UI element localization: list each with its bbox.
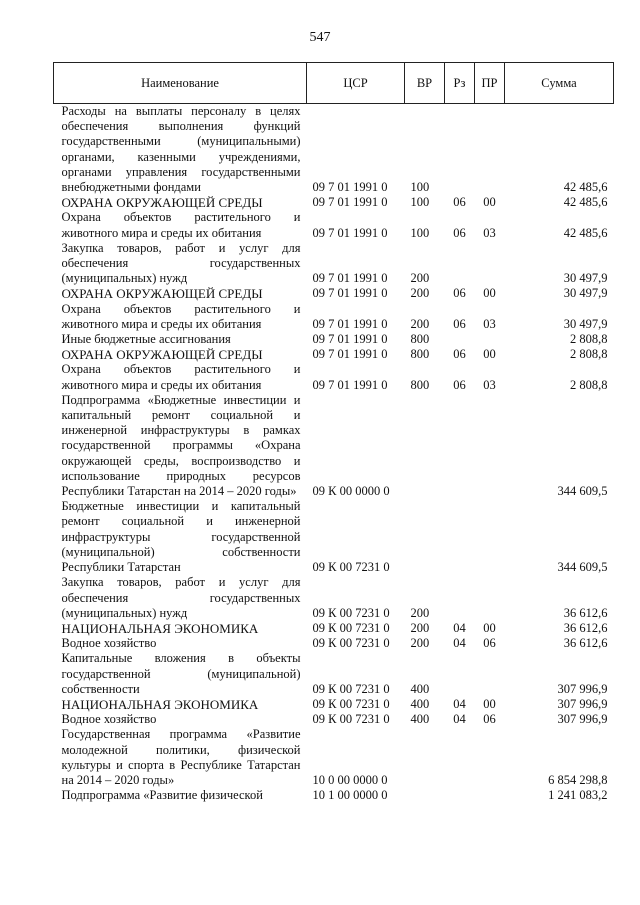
row-rz [445,104,475,196]
row-pr: 06 [483,636,496,651]
row-name: ОХРАНА ОКРУЖАЮЩЕЙ СРЕДЫ [61,195,263,211]
header-name: Наименование [54,63,307,104]
page-number: 547 [309,30,331,45]
row-rz [445,332,475,347]
row-vr: 400 [410,681,430,696]
row-sum: 307 996,9 [557,696,608,711]
row-name: Охрана объектов растительного и животного мира и среды их обитания [61,210,301,240]
row-csr: 10 0 00 0000 0 [312,772,388,787]
row-sum: 1 241 083,2 [548,788,608,803]
table-row [54,210,614,240]
row-vr: 200 [410,605,430,620]
row-vr [405,727,445,788]
row-pr [475,393,505,499]
row-csr: 09 К 00 7231 0 [312,696,390,711]
row-rz: 04 [453,620,466,635]
row-name: ОХРАНА ОКРУЖАЮЩЕЙ СРЕДЫ [61,286,263,302]
row-csr: 09 7 01 1991 0 [312,195,388,210]
row-rz [445,651,475,697]
row-rz: 06 [453,225,466,240]
row-name: Капитальные вложения в объекты государственной (муниципальной) собственности [61,651,301,696]
row-sum: 2 808,8 [570,332,608,347]
row-csr: 09 К 00 7231 0 [312,681,390,696]
row-pr [475,651,505,697]
row-sum: 307 996,9 [557,681,608,696]
row-csr: 09 К 00 7231 0 [312,636,390,651]
row-vr: 200 [410,271,430,286]
row-vr [405,788,445,803]
row-csr: 09 7 01 1991 0 [312,377,388,392]
row-vr: 200 [410,636,430,651]
row-pr [475,241,505,287]
row-csr: 09 7 01 1991 0 [312,180,388,195]
table-row [54,286,614,301]
row-vr: 200 [410,316,430,331]
header-vr: ВР [405,63,445,104]
row-sum: 30 497,9 [563,316,608,331]
row-vr [405,393,445,499]
table-row [54,241,614,287]
row-pr [475,727,505,788]
row-sum: 2 808,8 [570,377,608,392]
table-row [54,621,614,636]
row-sum: 344 609,5 [557,484,608,499]
table-row [54,302,614,332]
row-name: Иные бюджетные ассигнования [61,332,231,347]
table-row [54,393,614,499]
row-pr [475,332,505,347]
row-sum: 36 612,6 [563,636,608,651]
row-sum: 42 485,6 [563,195,608,210]
row-sum: 42 485,6 [563,225,608,240]
row-csr: 09 К 00 0000 0 [312,484,390,499]
row-csr: 09 7 01 1991 0 [312,225,388,240]
row-csr: 09 7 01 1991 0 [312,316,388,331]
table-row [54,347,614,362]
row-pr: 00 [483,195,496,210]
row-name: Закупка товаров, работ и услуг для обеспечения государственных (муниципальных) нужд [61,240,301,286]
row-pr: 00 [483,347,496,362]
row-pr: 00 [483,696,496,711]
row-rz [445,393,475,499]
row-name: Подпрограмма «Бюджетные инвестиции и капитальный ремонт социальной и инженерной инфраструктуры в рамках государственной программы «Охрана окружающей среды, воспроизводство и использование природных ресурсов Республики Татарстан на 2014 – 2020 годы» [61,392,301,499]
row-vr: 400 [410,712,430,727]
row-sum: 42 485,6 [563,180,608,195]
table-row [54,651,614,697]
row-pr: 00 [483,620,496,635]
row-vr: 100 [410,195,430,210]
row-sum: 344 609,5 [557,560,608,575]
table-row [54,195,614,210]
row-name: Охрана объектов растительного и животного мира и среды их обитания [61,362,301,392]
row-vr: 200 [410,620,430,635]
row-name: Охрана объектов растительного и животного мира и среды их обитания [61,301,301,331]
header-sum: Сумма [505,63,614,104]
row-name: НАЦИОНАЛЬНАЯ ЭКОНОМИКА [61,620,259,636]
row-rz [445,241,475,287]
row-pr [475,788,505,803]
row-pr: 03 [483,316,496,331]
row-name: Закупка товаров, работ и услуг для обеспечения государственных (муниципальных) нужд [61,575,301,620]
header-pr: ПР [475,63,505,104]
table-row [54,362,614,392]
row-csr: 09 К 00 7231 0 [312,605,390,620]
row-vr: 100 [410,180,430,195]
row-pr: 00 [483,286,496,301]
row-rz [445,575,475,621]
table-row [54,104,614,196]
row-name: Расходы на выплаты персоналу в целях обеспечения выполнения функций государственными (муниципальными) органами, казенными учреждениями, органами управления государственными внебюджетными фондами [61,104,301,195]
header-csr: ЦСР [307,63,405,104]
row-pr: 03 [483,377,496,392]
row-pr [475,575,505,621]
row-name: ОХРАНА ОКРУЖАЮЩЕЙ СРЕДЫ [61,347,263,363]
budget-table [53,62,614,803]
row-name: НАЦИОНАЛЬНАЯ ЭКОНОМИКА [61,696,259,712]
row-csr: 09 К 00 7231 0 [312,712,390,727]
row-vr [405,499,445,575]
row-vr: 200 [410,286,430,301]
table-header-row [54,63,614,104]
row-rz: 04 [453,696,466,711]
row-name: Бюджетные инвестиции и капитальный ремонт социальной и инженерной инфраструктуры государственной (муниципальной) собственности Республики Татарстан [61,499,301,575]
row-name: Государственная программа «Развитие молодежной политики, физической культуры и спорта в Республике Татарстан на 2014 – 2020 годы» [61,727,301,787]
row-vr: 400 [410,696,430,711]
row-vr: 800 [410,377,430,392]
row-rz: 06 [453,377,466,392]
row-csr: 09 7 01 1991 0 [312,286,388,301]
row-sum: 36 612,6 [563,605,608,620]
table-row [54,712,614,727]
row-pr: 06 [483,712,496,727]
table-row [54,636,614,651]
row-sum: 30 497,9 [563,286,608,301]
row-sum: 307 996,9 [557,712,608,727]
row-sum: 2 808,8 [570,347,608,362]
row-vr: 100 [410,225,430,240]
row-csr: 09 7 01 1991 0 [312,347,388,362]
row-csr: 09 К 00 7231 0 [312,560,390,575]
row-name: Подпрограмма «Развитие физической [61,788,263,803]
row-vr: 800 [410,332,430,347]
row-sum: 36 612,6 [563,620,608,635]
row-csr: 09 7 01 1991 0 [312,332,388,347]
table-row [54,697,614,712]
row-name: Водное хозяйство [61,636,157,651]
row-rz: 04 [453,712,466,727]
row-pr [475,104,505,196]
table-row [54,788,614,803]
row-csr: 09 7 01 1991 0 [312,271,388,286]
header-rz: Рз [445,63,475,104]
table-row [54,727,614,788]
row-rz: 06 [453,347,466,362]
row-csr: 10 1 00 0000 0 [312,788,388,803]
row-name: Водное хозяйство [61,712,157,727]
table-row [54,499,614,575]
table-row [54,332,614,347]
row-rz [445,499,475,575]
table-row [54,575,614,621]
row-rz [445,727,475,788]
row-rz: 06 [453,195,466,210]
row-csr: 09 К 00 7231 0 [312,620,390,635]
row-rz: 06 [453,316,466,331]
row-pr [475,499,505,575]
row-sum: 6 854 298,8 [548,772,608,787]
row-vr: 800 [410,347,430,362]
row-sum: 30 497,9 [563,271,608,286]
row-rz [445,788,475,803]
row-pr: 03 [483,225,496,240]
row-rz: 04 [453,636,466,651]
row-rz: 06 [453,286,466,301]
